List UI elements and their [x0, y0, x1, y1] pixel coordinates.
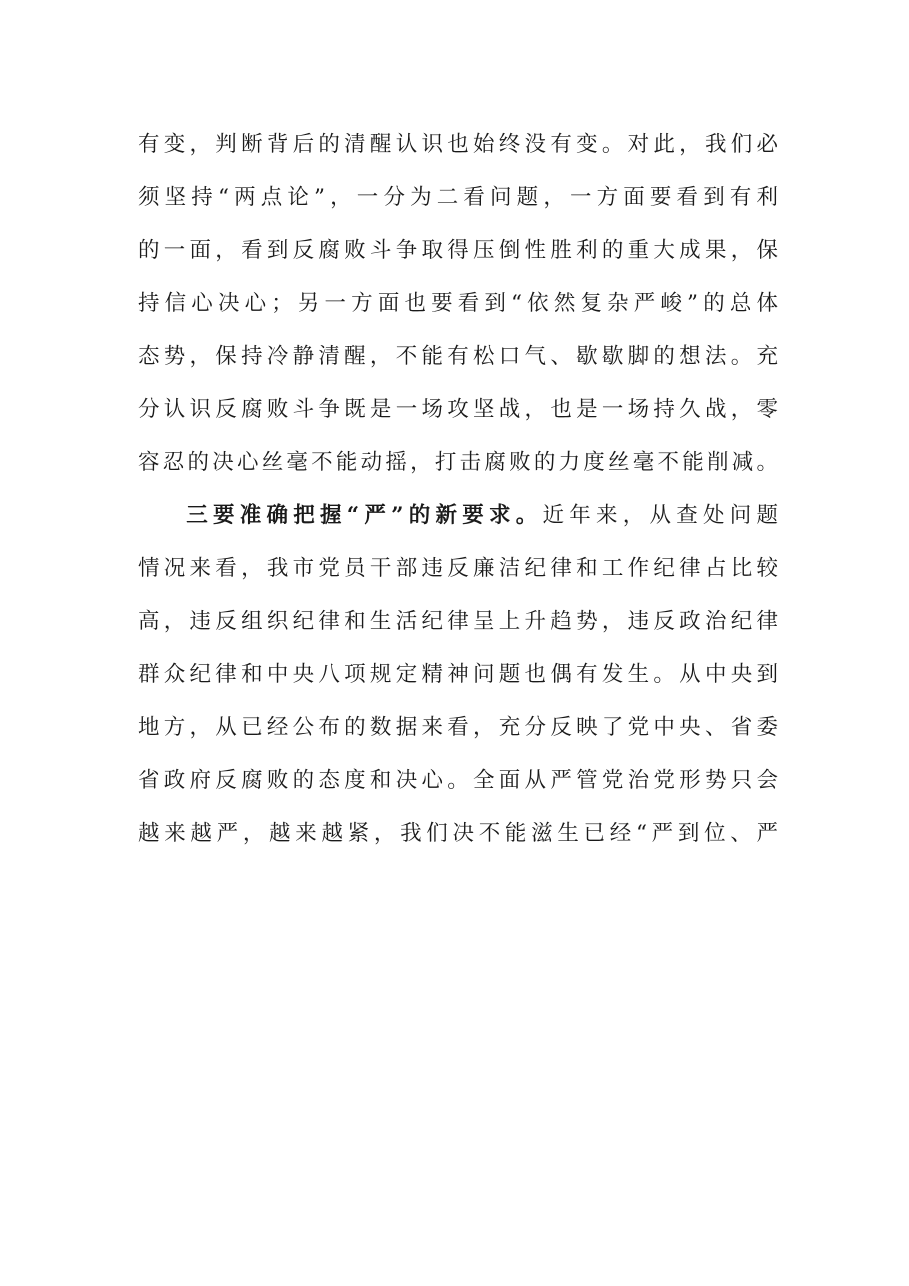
paragraph-1 — [138, 118, 778, 489]
text-line: 省政府反腐败的态度和决心。全面从严管党治党形势只会 — [138, 768, 778, 793]
text-line: 持信心决心；另一方面也要看到“依然复杂严峻”的总体 — [138, 291, 778, 316]
text-line: 容忍的决心丝毫不能动摇，打击腐败的力度丝毫不能削减。 — [138, 450, 778, 475]
text-line-first — [138, 489, 778, 542]
text-line: 情况来看，我市党员干部违反廉洁纪律和工作纪律占比较 — [138, 556, 778, 581]
text-line: 群众纪律和中央八项规定精神问题也偶有发生。从中央到 — [138, 662, 778, 687]
text-line: 态势，保持冷静清醒，不能有松口气、歇歇脚的想法。充 — [138, 344, 778, 369]
text-line: 有变，判断背后的清醒认识也始终没有变。对此，我们必 — [138, 132, 778, 157]
text-line: 地方，从已经公布的数据来看，充分反映了党中央、省委 — [138, 715, 778, 740]
text-line: 分认识反腐败斗争既是一场攻坚战，也是一场持久战，零 — [138, 397, 778, 422]
paragraph-2 — [138, 489, 778, 860]
text-line: 的一面，看到反腐败斗争取得压倒性胜利的重大成果，保 — [138, 238, 778, 263]
text-line: 高，违反组织纪律和生活纪律呈上升趋势，违反政治纪律 — [138, 609, 778, 634]
text-line: 须坚持“两点论”，一分为二看问题，一方面要看到有利 — [138, 185, 778, 210]
heading-line-rest: 近年来，从查处问题 — [542, 503, 778, 528]
body-text — [138, 118, 778, 860]
section-heading: 三要准确把握“严”的新要求。 — [181, 503, 543, 528]
text-line: 越来越严，越来越紧，我们决不能滋生已经“严到位、严 — [138, 821, 778, 846]
